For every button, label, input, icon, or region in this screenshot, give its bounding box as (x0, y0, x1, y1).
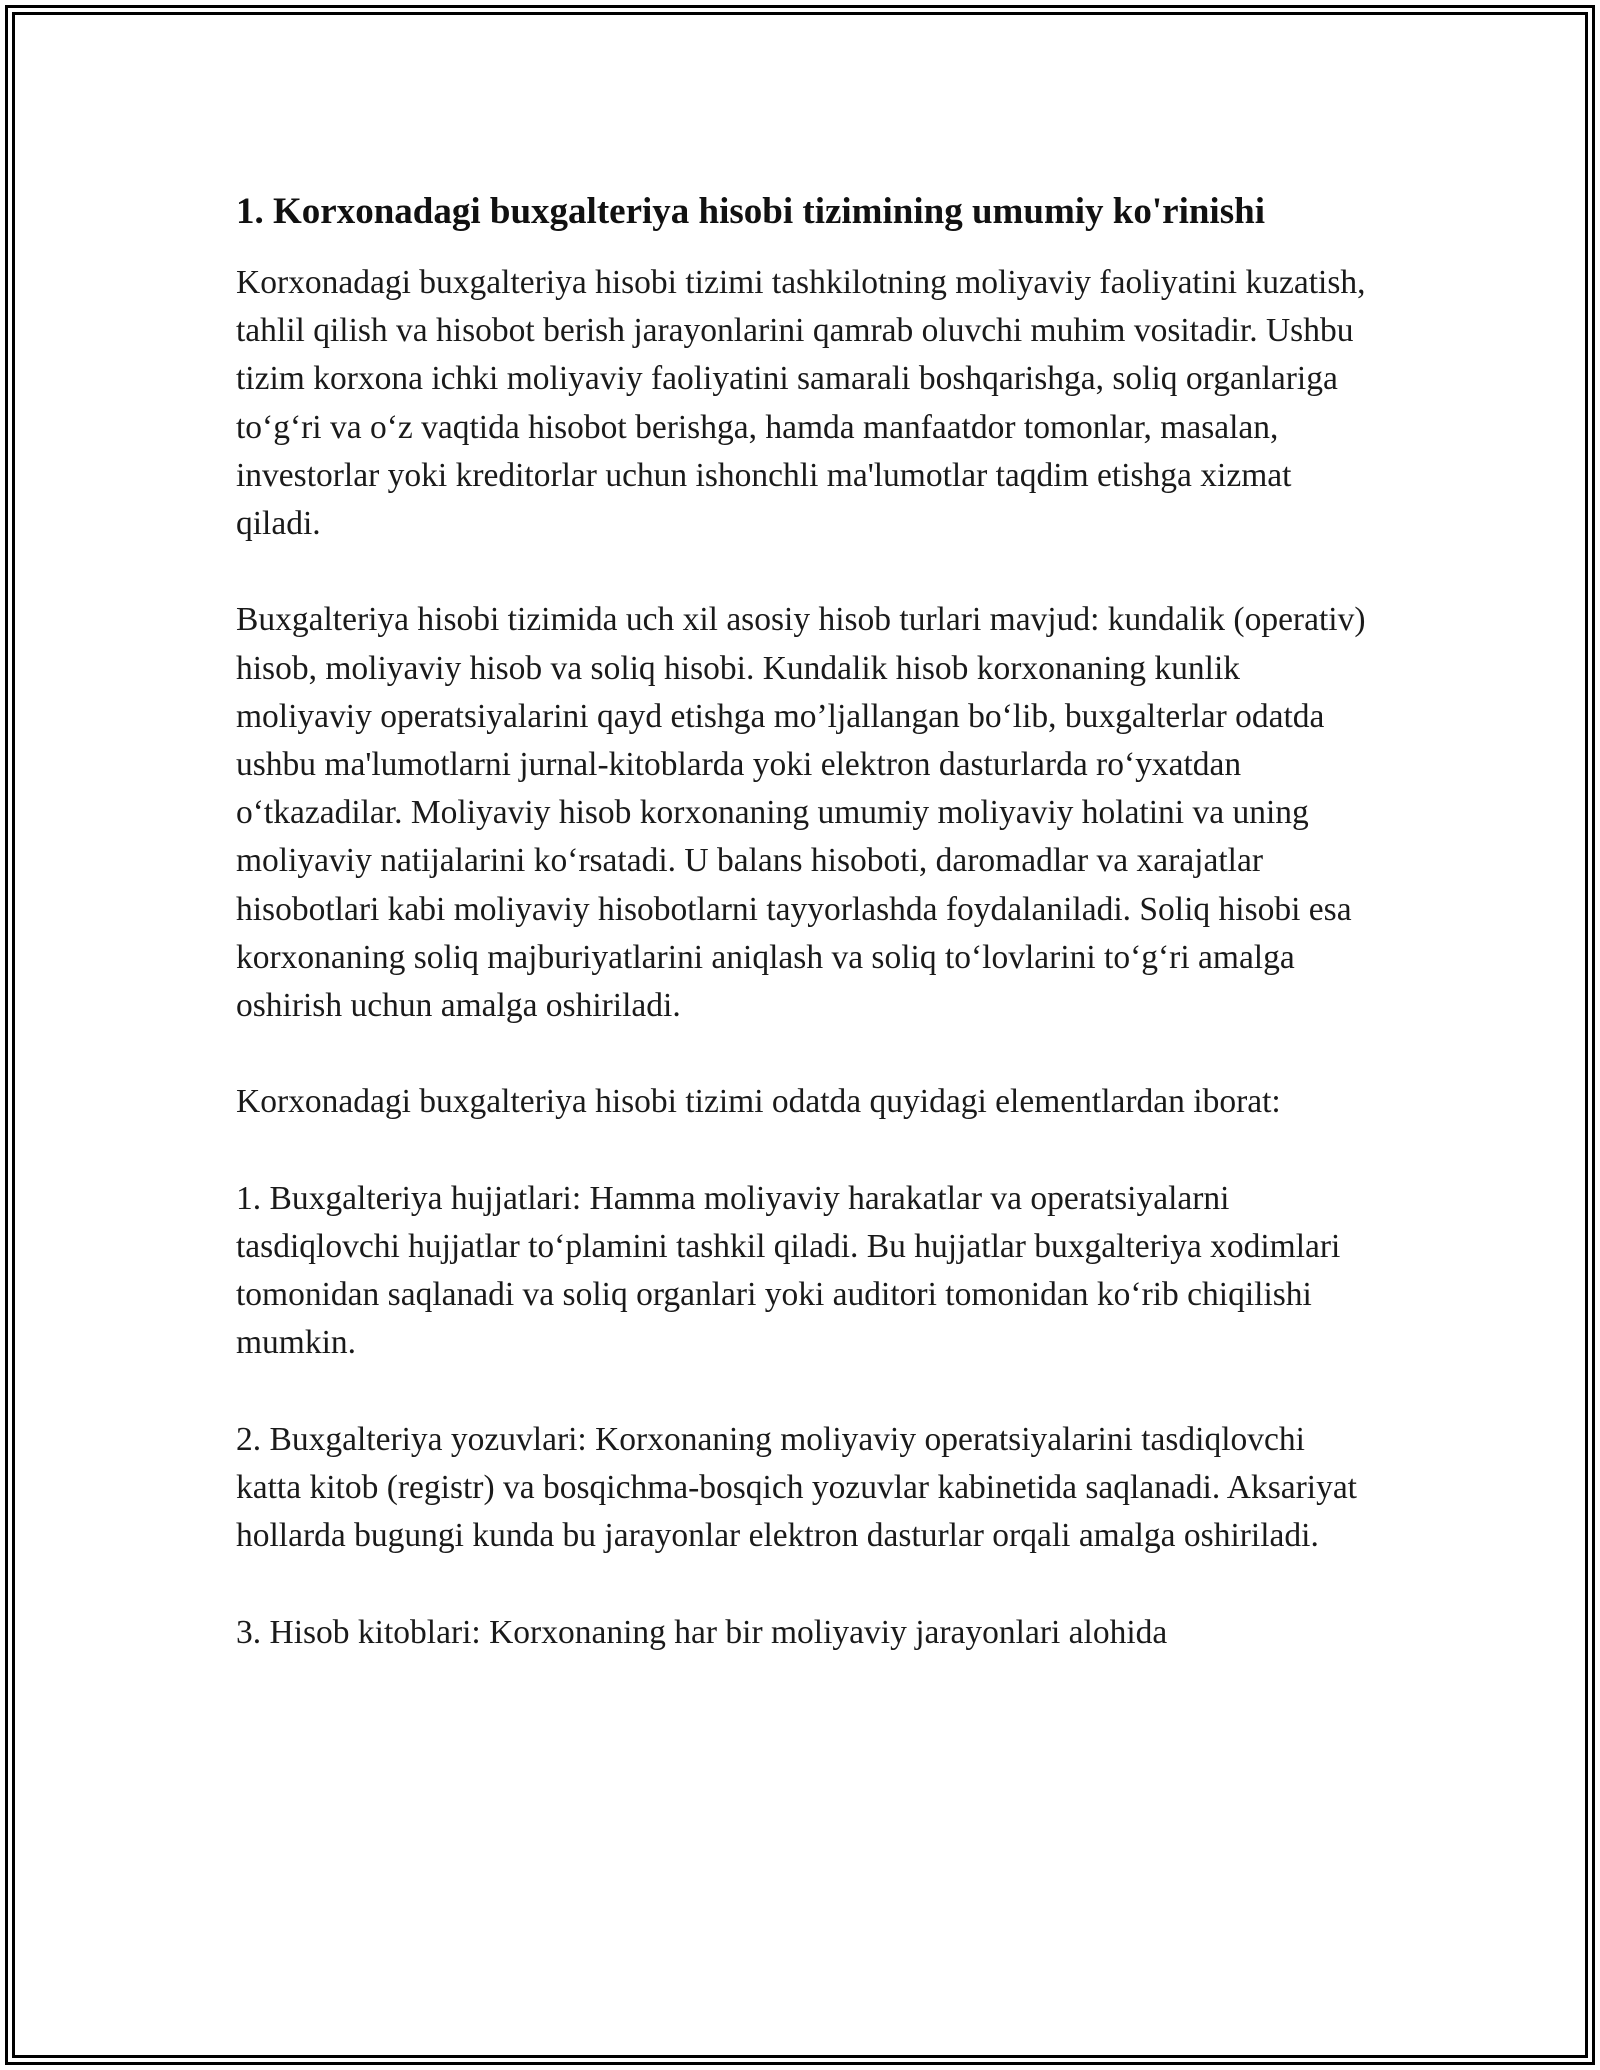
paragraph-account-types: Buxgalteriya hisobi tizimida uch xil asosiy hisob turlari mavjud: kundalik (operativ) hisob, moliyaviy hisob va soliq hisobi. Kundalik hisob korxonaning kunlik moliyaviy operatsiyalarini qayd etishga mo’ljallangan bo‘lib, buxgalterlar odatda ushbu ma'lumotlarni jurnal-kitoblarda yoki elektron dasturlarda ro‘yxatdan o‘tkazadilar. Moliyaviy hisob korxonaning umumiy moliyaviy holatini va uning moliyaviy natijalarini ko‘rsatadi. U balans hisoboti, daromadlar va xarajatlar hisobotlari kabi moliyaviy hisobotlarni tayyorlashda foydalaniladi. Soliq hisobi esa korxonaning soliq majburiyatlarini aniqlash va soliq to‘lovlarini to‘g‘ri amalga oshirish uchun amalga oshiriladi. (236, 601, 1366, 1025)
list-item-documents: 1. Buxgalteriya hujjatlari: Hamma moliyaviy harakatlar va operatsiyalarni tasdiqlovchi hujjatlar to‘plamini tashkil qiladi. Bu hujjatlar buxgalteriya xodimlari tomonidan saqlanadi va soliq organlari yoki auditori tomonidan ko‘rib chiqilishi mumkin. (236, 1179, 1341, 1362)
list-item-records: 2. Buxgalteriya yozuvlari: Korxonaning moliyaviy operatsiyalarini tasdiqlovchi katta kitob (registr) va bosqichma-bosqich yozuvlar kabinetida saqlanadi. Aksariyat hollarda bugungi kunda bu jarayonlar elektron dasturlar orqali amalga oshiriladi. (236, 1420, 1357, 1555)
document-body (236, 185, 1376, 1705)
paragraph-elements-intro: Korxonadagi buxgalteriya hisobi tizimi odatda quyidagi elementlardan iborat: (236, 1083, 1281, 1121)
list-item-account-books: 3. Hisob kitoblari: Korxonaning har bir moliyaviy jarayonlari alohida (236, 1613, 1168, 1651)
paragraph-intro: Korxonadagi buxgalteriya hisobi tizimi tashkilotning moliyaviy faoliyatini kuzatish, tahlil qilish va hisobot berish jarayonlarini qamrab oluvchi muhim vositadir. Ushbu tizim korxona ichki moliyaviy faoliyatini samarali boshqarishga, soliq organlariga to‘g‘ri va o‘z vaqtida hisobot berishga, hamda manfaatdor tomonlar, masalan, investorlar yoki kreditorlar uchun ishonchli ma'lumotlar taqdim etishga xizmat qiladi. (236, 264, 1366, 543)
section-heading: 1. Korxonadagi buxgalteriya hisobi tizimining umumiy ko'rinishi (236, 191, 1265, 232)
